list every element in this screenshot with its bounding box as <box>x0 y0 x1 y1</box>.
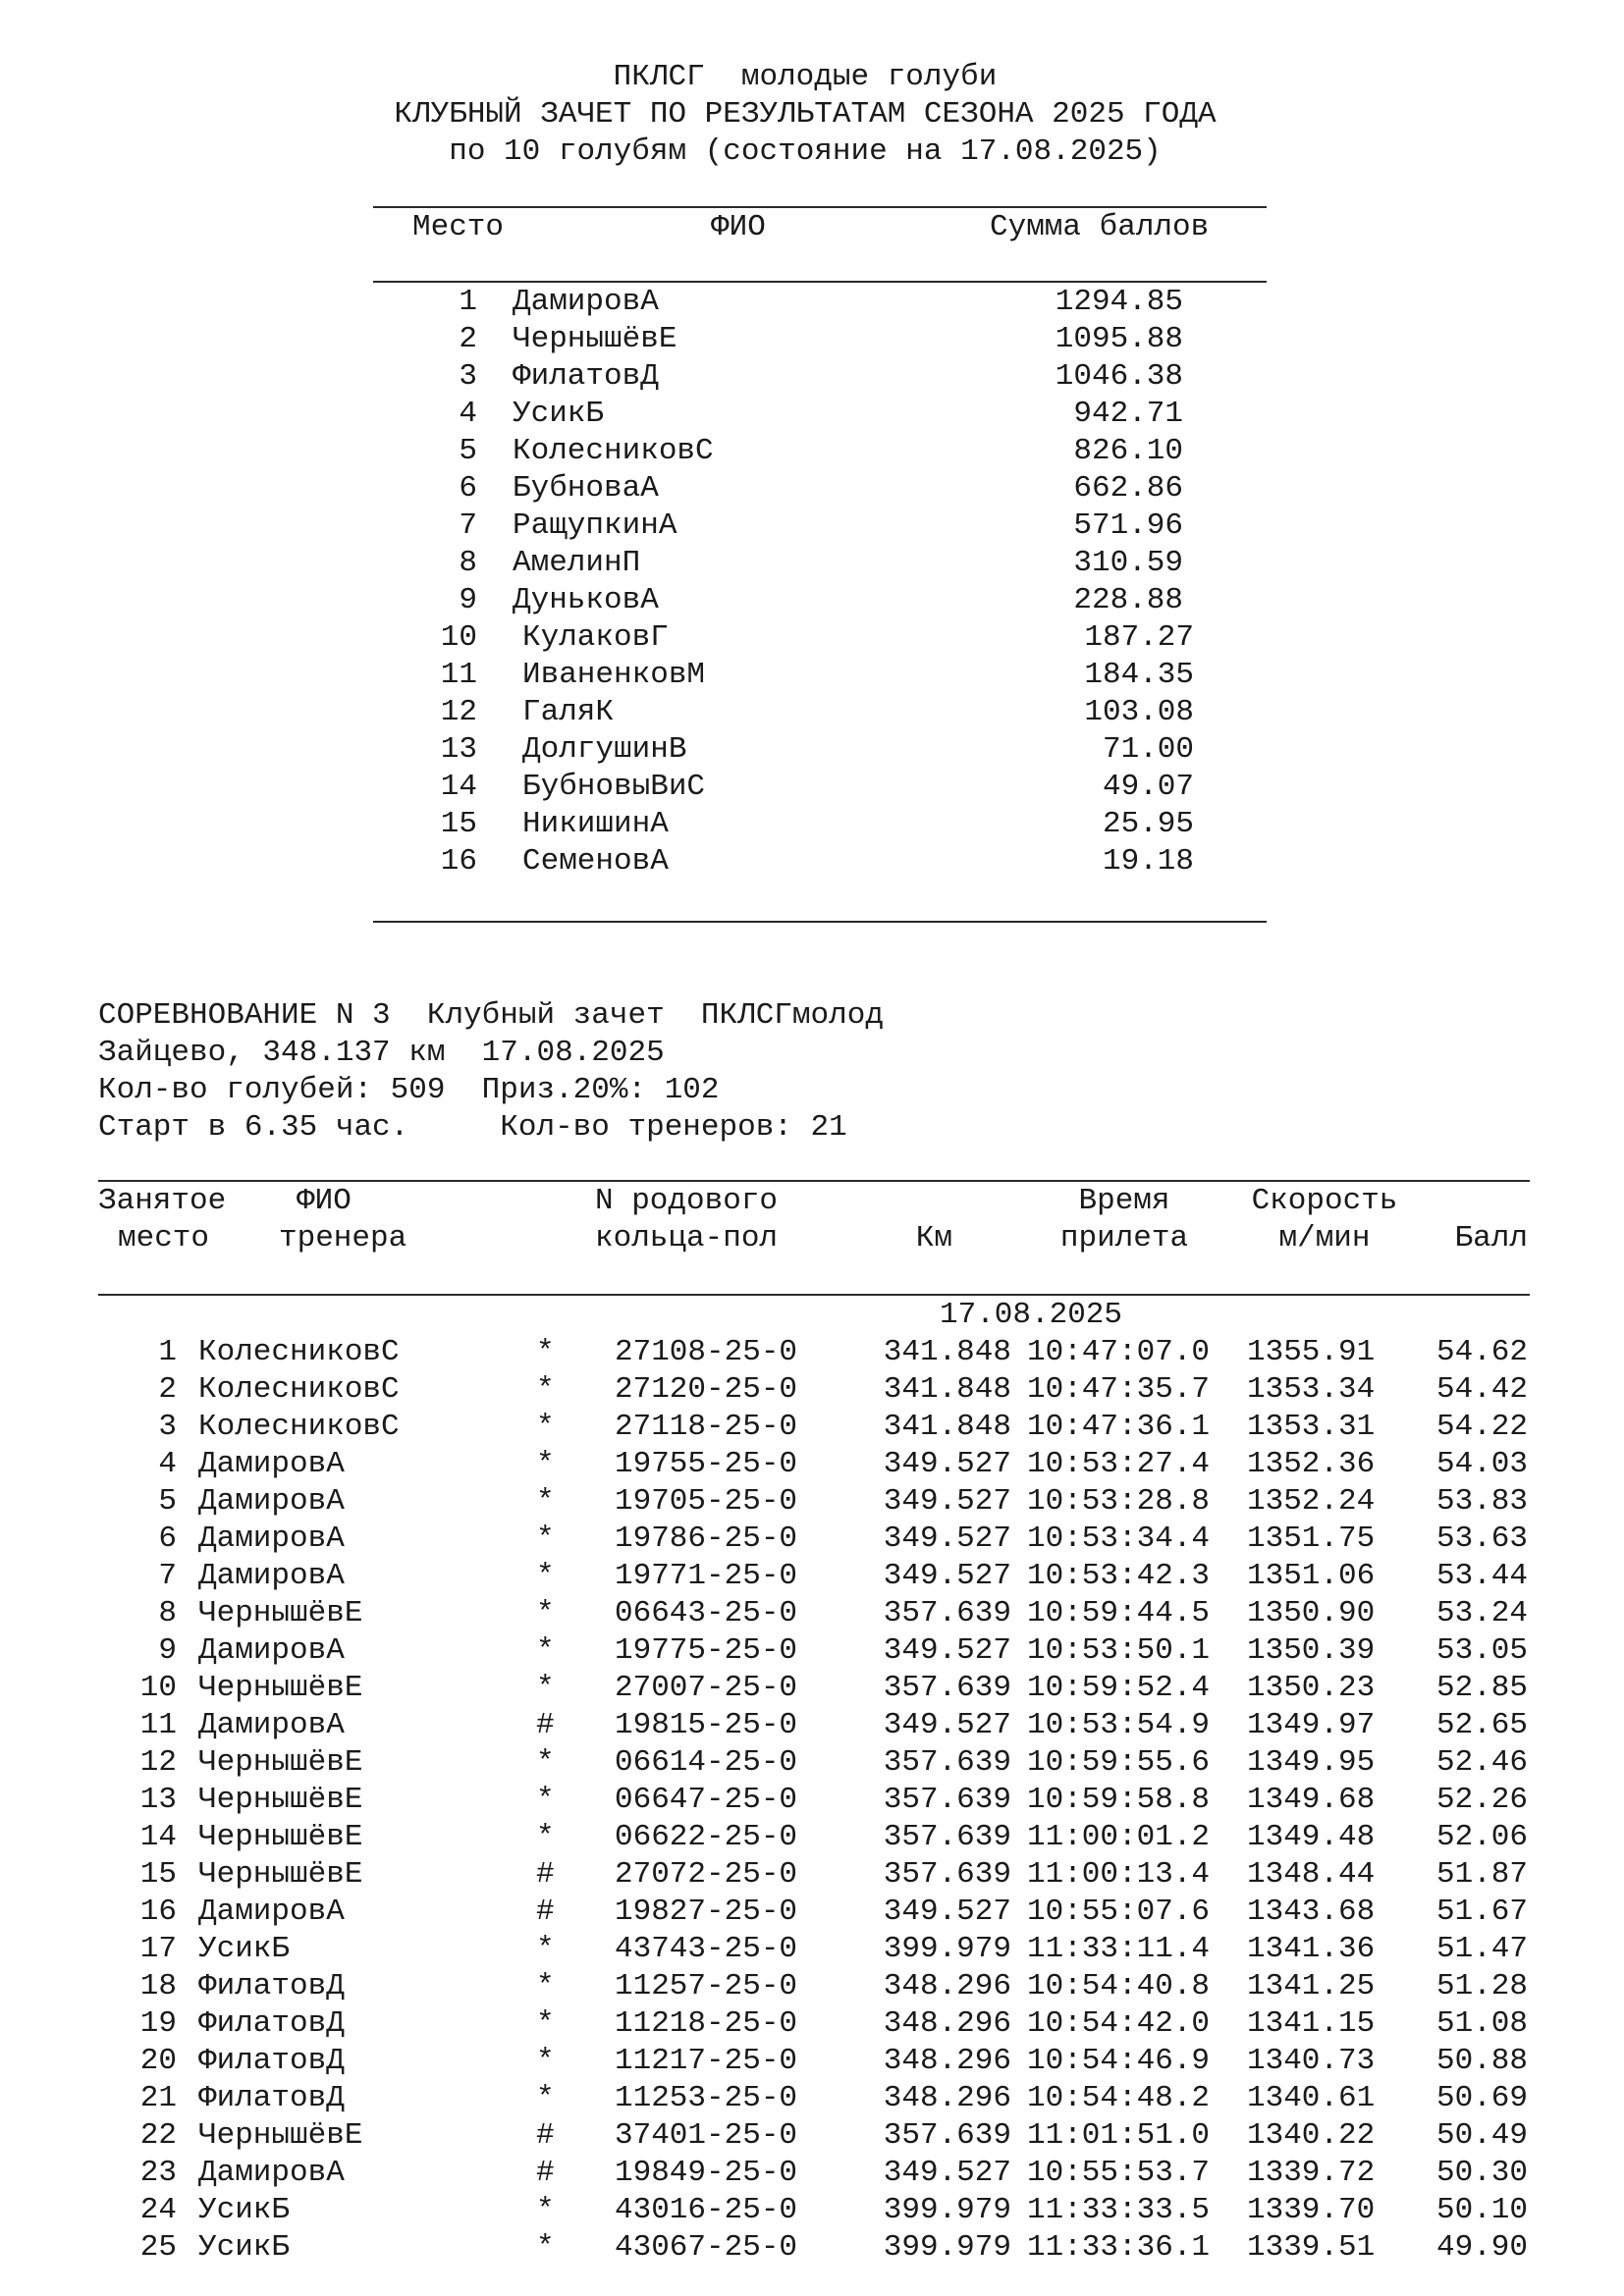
results-row-name: ДамировА <box>198 1708 345 1742</box>
results-date: 17.08.2025 <box>939 1298 1123 1332</box>
results-row-place: 19 <box>139 2006 177 2041</box>
results-row-time: 10:54:42.0 <box>1027 2006 1211 2041</box>
results-row-name: КолесниковС <box>198 1410 400 1444</box>
results-row-place: 11 <box>139 1708 177 1742</box>
results-row-mark: * <box>536 1745 555 1780</box>
results-row-time: 11:00:01.2 <box>1027 1820 1211 1854</box>
summary-bottom-rule <box>373 921 1267 923</box>
results-row-place: 1 <box>158 1335 177 1369</box>
competition-line-2: Зайцево, 348.137 км 17.08.2025 <box>98 1036 665 1070</box>
summary-row-name: ЧернышёвЕ <box>513 322 677 356</box>
summary-row-place: 8 <box>459 546 477 580</box>
results-col-name-1: ФИО <box>297 1184 352 1218</box>
results-row-mark: * <box>536 2230 555 2265</box>
results-row-mark: * <box>536 1671 555 1705</box>
results-row-km: 348.296 <box>883 1969 1011 2003</box>
results-row-speed: 1351.75 <box>1247 1522 1376 1556</box>
results-row-ring: 27118-25-0 <box>615 1410 798 1444</box>
summary-col-name: ФИО <box>711 210 766 244</box>
results-row-points: 50.69 <box>1435 2081 1528 2115</box>
results-row-km: 348.296 <box>883 2081 1011 2115</box>
results-row-mark: * <box>536 1783 555 1817</box>
results-row-points: 51.67 <box>1435 1895 1528 1929</box>
results-row-km: 357.639 <box>883 1857 1011 1892</box>
results-col-speed-2: м/мин <box>1278 1221 1371 1255</box>
results-row-ring: 19755-25-0 <box>615 1447 798 1481</box>
results-row-km: 357.639 <box>883 1820 1011 1854</box>
results-row-time: 10:59:44.5 <box>1027 1596 1211 1630</box>
summary-row-score: 25.95 <box>1102 807 1194 841</box>
results-row-ring: 27120-25-0 <box>615 1372 798 1407</box>
results-row-name: ФилатовД <box>198 2006 345 2041</box>
summary-row-score: 571.96 <box>1073 508 1183 543</box>
summary-row-score: 19.18 <box>1102 844 1194 879</box>
results-row-speed: 1340.22 <box>1247 2118 1376 2153</box>
summary-row-place: 10 <box>440 620 477 655</box>
results-row-time: 10:47:35.7 <box>1027 1372 1211 1407</box>
results-row-points: 53.44 <box>1435 1559 1528 1593</box>
results-row-speed: 1349.95 <box>1247 1745 1376 1780</box>
summary-row-place: 15 <box>440 807 477 841</box>
results-row-speed: 1352.24 <box>1247 1484 1376 1519</box>
results-row-points: 54.22 <box>1435 1410 1528 1444</box>
results-row-speed: 1355.91 <box>1247 1335 1376 1369</box>
results-row-points: 49.90 <box>1435 2230 1528 2265</box>
summary-row-place: 11 <box>440 658 477 692</box>
results-row-points: 51.08 <box>1435 2006 1528 2041</box>
summary-row-place: 9 <box>459 583 477 617</box>
summary-row-place: 7 <box>459 508 477 543</box>
results-row-points: 53.05 <box>1435 1633 1528 1668</box>
results-row-name: ЧернышёвЕ <box>198 1820 363 1854</box>
summary-row-place: 5 <box>459 434 477 468</box>
results-row-speed: 1340.61 <box>1247 2081 1376 2115</box>
summary-row-name: ДамировА <box>513 285 659 319</box>
results-col-ring-1: N родового <box>595 1184 779 1218</box>
results-row-km: 399.979 <box>883 2230 1011 2265</box>
summary-row-score: 187.27 <box>1084 620 1194 655</box>
results-row-ring: 19849-25-0 <box>615 2156 798 2190</box>
results-row-place: 12 <box>139 1745 177 1780</box>
results-row-km: 349.527 <box>883 1895 1011 1929</box>
results-row-ring: 06647-25-0 <box>615 1783 798 1817</box>
results-row-name: ЧернышёвЕ <box>198 1596 363 1630</box>
results-row-name: ДамировА <box>198 2156 345 2190</box>
summary-row-place: 6 <box>459 471 477 506</box>
results-row-points: 53.24 <box>1435 1596 1528 1630</box>
results-row-time: 10:54:48.2 <box>1027 2081 1211 2115</box>
results-row-points: 50.88 <box>1435 2044 1528 2078</box>
results-row-name: ДамировА <box>198 1522 345 1556</box>
summary-row-name: АмелинП <box>513 546 641 580</box>
results-row-ring: 27108-25-0 <box>615 1335 798 1369</box>
results-row-km: 349.527 <box>883 1447 1011 1481</box>
results-row-mark: * <box>536 1522 555 1556</box>
results-row-mark: * <box>536 1932 555 1966</box>
results-row-mark: * <box>536 1410 555 1444</box>
results-row-ring: 11257-25-0 <box>615 1969 798 2003</box>
results-col-speed-1: Скорость <box>1251 1184 1398 1218</box>
summary-row-name: ИваненковМ <box>522 658 706 692</box>
summary-top-rule <box>373 206 1267 208</box>
results-row-points: 50.49 <box>1435 2118 1528 2153</box>
results-row-place: 4 <box>158 1447 177 1481</box>
results-row-time: 11:33:11.4 <box>1027 1932 1211 1966</box>
results-row-place: 15 <box>139 1857 177 1892</box>
results-row-km: 348.296 <box>883 2006 1011 2041</box>
results-row-name: КолесниковС <box>198 1335 400 1369</box>
results-row-km: 357.639 <box>883 2118 1011 2153</box>
results-row-mark: * <box>536 2044 555 2078</box>
results-row-speed: 1340.73 <box>1247 2044 1376 2078</box>
results-row-place: 10 <box>139 1671 177 1705</box>
summary-row-name: ГаляК <box>522 695 615 729</box>
results-row-time: 10:53:54.9 <box>1027 1708 1211 1742</box>
results-row-speed: 1350.39 <box>1247 1633 1376 1668</box>
results-row-name: УсикБ <box>198 2193 291 2227</box>
results-top-rule <box>98 1180 1530 1182</box>
summary-row-place: 3 <box>459 359 477 394</box>
results-row-time: 10:59:58.8 <box>1027 1783 1211 1817</box>
results-row-km: 399.979 <box>883 2193 1011 2227</box>
results-row-points: 50.30 <box>1435 2156 1528 2190</box>
results-row-mark: * <box>536 1969 555 2003</box>
competition-line-4: Старт в 6.35 час. Кол-во тренеров: 21 <box>98 1110 847 1145</box>
results-row-place: 17 <box>139 1932 177 1966</box>
results-row-ring: 19705-25-0 <box>615 1484 798 1519</box>
results-row-name: ДамировА <box>198 1633 345 1668</box>
results-row-ring: 43743-25-0 <box>615 1932 798 1966</box>
results-row-time: 11:33:36.1 <box>1027 2230 1211 2265</box>
summary-row-score: 1294.85 <box>1055 285 1183 319</box>
summary-row-name: РащупкинА <box>513 508 677 543</box>
results-row-km: 349.527 <box>883 1559 1011 1593</box>
results-row-name: ФилатовД <box>198 2081 345 2115</box>
summary-row-score: 228.88 <box>1073 583 1183 617</box>
results-row-name: ЧернышёвЕ <box>198 2118 363 2153</box>
results-row-mark: * <box>536 1372 555 1407</box>
results-row-ring: 11253-25-0 <box>615 2081 798 2115</box>
results-row-speed: 1341.25 <box>1247 1969 1376 2003</box>
results-row-mark: * <box>536 2006 555 2041</box>
summary-row-place: 2 <box>459 322 477 356</box>
results-row-time: 10:53:34.4 <box>1027 1522 1211 1556</box>
results-row-points: 53.83 <box>1435 1484 1528 1519</box>
results-row-mark: * <box>536 1559 555 1593</box>
results-row-speed: 1349.48 <box>1247 1820 1376 1854</box>
results-row-km: 349.527 <box>883 1484 1011 1519</box>
results-row-points: 52.06 <box>1435 1820 1528 1854</box>
results-row-points: 54.62 <box>1435 1335 1528 1369</box>
results-row-name: КолесниковС <box>198 1372 400 1407</box>
results-row-speed: 1349.97 <box>1247 1708 1376 1742</box>
results-row-name: УсикБ <box>198 2230 291 2265</box>
results-row-speed: 1341.36 <box>1247 1932 1376 1966</box>
summary-row-place: 14 <box>440 770 477 804</box>
results-row-time: 10:59:52.4 <box>1027 1671 1211 1705</box>
results-row-mark: * <box>536 1633 555 1668</box>
results-row-name: ДамировА <box>198 1447 345 1481</box>
results-row-name: ДамировА <box>198 1559 345 1593</box>
summary-row-score: 184.35 <box>1084 658 1194 692</box>
results-row-name: УсикБ <box>198 1932 291 1966</box>
results-row-place: 22 <box>139 2118 177 2153</box>
results-row-place: 14 <box>139 1820 177 1854</box>
results-row-speed: 1353.31 <box>1247 1410 1376 1444</box>
results-col-place-2: место <box>118 1221 210 1255</box>
results-row-place: 25 <box>139 2230 177 2265</box>
results-row-km: 357.639 <box>883 1745 1011 1780</box>
results-row-ring: 19771-25-0 <box>615 1559 798 1593</box>
results-row-ring: 19786-25-0 <box>615 1522 798 1556</box>
summary-row-name: НикишинА <box>522 807 669 841</box>
results-row-points: 51.47 <box>1435 1932 1528 1966</box>
summary-row-score: 71.00 <box>1102 732 1194 767</box>
results-row-place: 20 <box>139 2044 177 2078</box>
results-row-ring: 11218-25-0 <box>615 2006 798 2041</box>
results-row-time: 10:47:07.0 <box>1027 1335 1211 1369</box>
results-row-place: 7 <box>158 1559 177 1593</box>
summary-row-score: 826.10 <box>1073 434 1183 468</box>
results-row-points: 50.10 <box>1435 2193 1528 2227</box>
results-row-name: ФилатовД <box>198 2044 345 2078</box>
results-row-ring: 37401-25-0 <box>615 2118 798 2153</box>
results-row-place: 6 <box>158 1522 177 1556</box>
summary-row-name: БубноваА <box>513 471 659 506</box>
results-row-speed: 1352.36 <box>1247 1447 1376 1481</box>
results-row-place: 23 <box>139 2156 177 2190</box>
results-row-name: ЧернышёвЕ <box>198 1783 363 1817</box>
results-row-place: 21 <box>139 2081 177 2115</box>
results-row-mark: # <box>536 2156 555 2190</box>
results-row-mark: # <box>536 2118 555 2153</box>
summary-row-score: 1095.88 <box>1055 322 1183 356</box>
results-row-time: 10:59:55.6 <box>1027 1745 1211 1780</box>
results-row-km: 349.527 <box>883 1633 1011 1668</box>
header-line-1: ПКЛСГ молодые голуби <box>613 60 998 94</box>
results-row-points: 52.85 <box>1435 1671 1528 1705</box>
summary-row-place: 4 <box>459 397 477 431</box>
summary-row-score: 310.59 <box>1073 546 1183 580</box>
header-line-3: по 10 голубям (состояние на 17.08.2025) <box>449 134 1162 169</box>
summary-row-place: 16 <box>440 844 477 879</box>
results-row-mark: # <box>536 1895 555 1929</box>
results-row-name: ДамировА <box>198 1484 345 1519</box>
results-col-time-2: прилета <box>1059 1221 1189 1255</box>
results-row-mark: * <box>536 1447 555 1481</box>
results-row-speed: 1350.23 <box>1247 1671 1376 1705</box>
results-row-place: 13 <box>139 1783 177 1817</box>
results-col-km: Км <box>915 1221 952 1255</box>
results-row-km: 349.527 <box>883 1522 1011 1556</box>
results-col-name-2: тренера <box>279 1221 407 1255</box>
summary-row-name: КолесниковС <box>513 434 714 468</box>
results-row-ring: 11217-25-0 <box>615 2044 798 2078</box>
results-row-speed: 1341.15 <box>1247 2006 1376 2041</box>
results-row-time: 10:55:53.7 <box>1027 2156 1211 2190</box>
results-row-time: 10:53:50.1 <box>1027 1633 1211 1668</box>
results-row-time: 10:53:27.4 <box>1027 1447 1211 1481</box>
results-row-name: ЧернышёвЕ <box>198 1671 363 1705</box>
summary-row-name: СеменовА <box>522 844 669 879</box>
results-row-ring: 06614-25-0 <box>615 1745 798 1780</box>
results-row-speed: 1353.34 <box>1247 1372 1376 1407</box>
results-row-time: 11:33:33.5 <box>1027 2193 1211 2227</box>
results-row-ring: 43016-25-0 <box>615 2193 798 2227</box>
results-row-place: 5 <box>158 1484 177 1519</box>
results-row-place: 24 <box>139 2193 177 2227</box>
results-row-time: 11:01:51.0 <box>1027 2118 1211 2153</box>
results-row-place: 2 <box>158 1372 177 1407</box>
results-row-km: 357.639 <box>883 1671 1011 1705</box>
competition-line-1: СОРЕВНОВАНИЕ N 3 Клубный зачет ПКЛСГмолод <box>98 998 884 1033</box>
results-row-km: 341.848 <box>883 1410 1011 1444</box>
summary-row-name: БубновыВиС <box>522 770 706 804</box>
results-row-points: 53.63 <box>1435 1522 1528 1556</box>
results-row-ring: 19827-25-0 <box>615 1895 798 1929</box>
results-row-time: 10:54:46.9 <box>1027 2044 1211 2078</box>
results-row-speed: 1343.68 <box>1247 1895 1376 1929</box>
results-row-km: 349.527 <box>883 1708 1011 1742</box>
results-row-time: 11:00:13.4 <box>1027 1857 1211 1892</box>
results-row-time: 10:47:36.1 <box>1027 1410 1211 1444</box>
results-row-name: ЧернышёвЕ <box>198 1745 363 1780</box>
results-row-time: 10:54:40.8 <box>1027 1969 1211 2003</box>
results-row-points: 51.28 <box>1435 1969 1528 2003</box>
competition-line-3: Кол-во голубей: 509 Приз.20%: 102 <box>98 1073 720 1107</box>
summary-row-score: 103.08 <box>1084 695 1194 729</box>
results-row-name: ДамировА <box>198 1895 345 1929</box>
results-row-mark: * <box>536 2081 555 2115</box>
summary-header-rule <box>373 281 1267 283</box>
results-row-place: 9 <box>158 1633 177 1668</box>
results-col-place-1: Занятое <box>98 1184 227 1218</box>
results-row-mark: * <box>536 1820 555 1854</box>
results-row-ring: 06622-25-0 <box>615 1820 798 1854</box>
results-row-km: 399.979 <box>883 1932 1011 1966</box>
summary-row-score: 1046.38 <box>1055 359 1183 394</box>
results-row-time: 10:53:28.8 <box>1027 1484 1211 1519</box>
summary-col-score: Сумма баллов <box>990 210 1210 244</box>
results-row-km: 348.296 <box>883 2044 1011 2078</box>
summary-col-place: Место <box>412 210 505 244</box>
results-row-km: 357.639 <box>883 1596 1011 1630</box>
results-row-mark: * <box>536 1335 555 1369</box>
results-row-mark: # <box>536 1708 555 1742</box>
results-row-points: 52.46 <box>1435 1745 1528 1780</box>
summary-row-name: ФилатовД <box>513 359 659 394</box>
results-row-speed: 1351.06 <box>1247 1559 1376 1593</box>
results-row-speed: 1339.72 <box>1247 2156 1376 2190</box>
header-line-2: КЛУБНЫЙ ЗАЧЕТ ПО РЕЗУЛЬТАТАМ СЕЗОНА 2025 ГОДА <box>394 97 1217 132</box>
summary-row-score: 49.07 <box>1102 770 1194 804</box>
results-row-speed: 1350.90 <box>1247 1596 1376 1630</box>
summary-row-name: ДуньковА <box>513 583 659 617</box>
results-col-points: Балл <box>1454 1221 1528 1255</box>
summary-row-name: УсикБ <box>513 397 605 431</box>
results-row-mark: * <box>536 1596 555 1630</box>
results-row-mark: * <box>536 1484 555 1519</box>
summary-row-name: ДолгушинВ <box>522 732 687 767</box>
results-row-speed: 1339.51 <box>1247 2230 1376 2265</box>
results-row-place: 8 <box>158 1596 177 1630</box>
results-row-ring: 19815-25-0 <box>615 1708 798 1742</box>
summary-row-score: 942.71 <box>1073 397 1183 431</box>
results-header-rule <box>98 1294 1530 1296</box>
results-row-place: 3 <box>158 1410 177 1444</box>
results-row-ring: 06643-25-0 <box>615 1596 798 1630</box>
results-row-points: 54.42 <box>1435 1372 1528 1407</box>
results-row-name: ФилатовД <box>198 1969 345 2003</box>
summary-row-place: 13 <box>440 732 477 767</box>
results-row-km: 357.639 <box>883 1783 1011 1817</box>
results-row-ring: 19775-25-0 <box>615 1633 798 1668</box>
results-row-km: 341.848 <box>883 1372 1011 1407</box>
results-row-speed: 1349.68 <box>1247 1783 1376 1817</box>
results-row-points: 51.87 <box>1435 1857 1528 1892</box>
results-row-place: 16 <box>139 1895 177 1929</box>
results-row-speed: 1348.44 <box>1247 1857 1376 1892</box>
summary-row-score: 662.86 <box>1073 471 1183 506</box>
results-row-speed: 1339.70 <box>1247 2193 1376 2227</box>
results-row-ring: 27072-25-0 <box>615 1857 798 1892</box>
results-row-points: 52.26 <box>1435 1783 1528 1817</box>
results-row-mark: * <box>536 2193 555 2227</box>
results-row-ring: 43067-25-0 <box>615 2230 798 2265</box>
results-row-mark: # <box>536 1857 555 1892</box>
results-row-time: 10:53:42.3 <box>1027 1559 1211 1593</box>
results-row-time: 10:55:07.6 <box>1027 1895 1211 1929</box>
results-row-points: 52.65 <box>1435 1708 1528 1742</box>
summary-row-place: 1 <box>459 285 477 319</box>
results-row-name: ЧернышёвЕ <box>198 1857 363 1892</box>
results-row-km: 349.527 <box>883 2156 1011 2190</box>
summary-row-name: КулаковГ <box>522 620 669 655</box>
results-row-place: 18 <box>139 1969 177 2003</box>
results-row-km: 341.848 <box>883 1335 1011 1369</box>
summary-row-place: 12 <box>440 695 477 729</box>
results-row-ring: 27007-25-0 <box>615 1671 798 1705</box>
results-col-time-1: Время <box>1078 1184 1170 1218</box>
results-row-points: 54.03 <box>1435 1447 1528 1481</box>
results-col-ring-2: кольца-пол <box>595 1221 779 1255</box>
